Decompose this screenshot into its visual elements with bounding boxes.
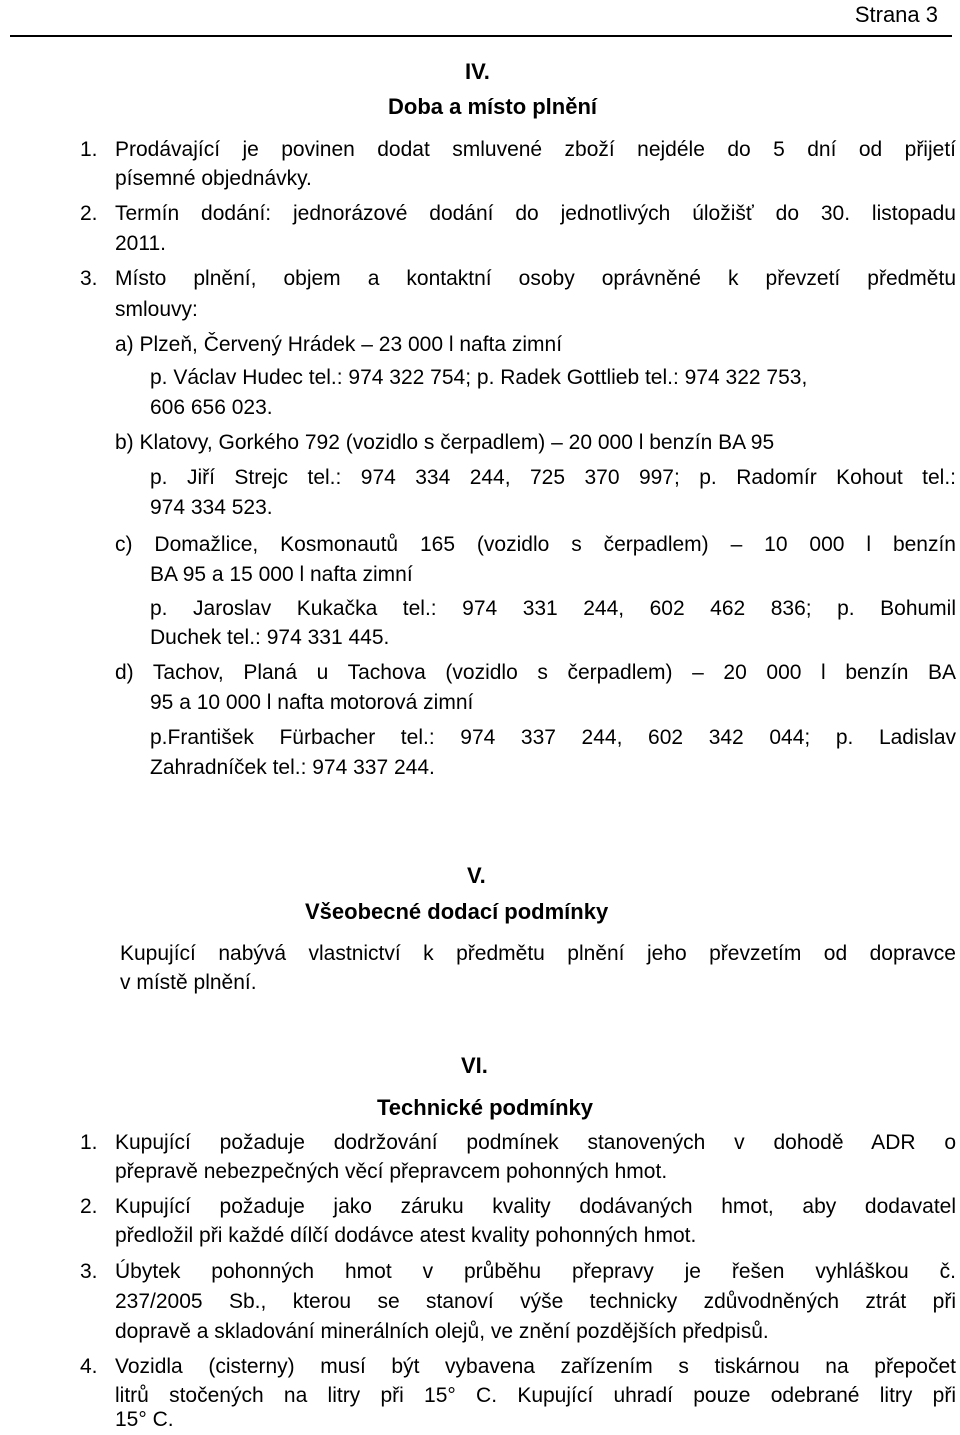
iv-location-c-line-1: c) Domažlice, Kosmonautů 165 (vozidlo s čerpadlem) – 10 000 l benzín (115, 533, 956, 556)
section-v-title: Všeobecné dodací podmínky (305, 899, 609, 924)
iv-location-c-line-3: p. Jaroslav Kukačka tel.: 974 331 244, 602 462 836; p. Bohumil (150, 597, 956, 620)
iv-item-2-line-2: 2011. (115, 232, 166, 255)
vi-item-3-line-1: Úbytek pohonných hmot v průběhu přepravy je řešen vyhláškou č. (115, 1260, 956, 1283)
iv-location-b-line-1: b) Klatovy, Gorkého 792 (vozidlo s čerpadlem) – 20 000 l benzín BA 95 (115, 431, 775, 454)
page-number: Strana 3 (854, 2, 938, 27)
iv-location-d-line-2: 95 a 10 000 l nafta motorová zimní (150, 691, 474, 714)
iv-location-b-line-2: p. Jiří Strejc tel.: 974 334 244, 725 370 997; p. Radomír Kohout tel.: (150, 466, 956, 489)
vi-item-1-number: 1. (80, 1131, 98, 1154)
iv-item-3-number: 3. (80, 267, 98, 290)
vi-item-4-line-2: litrů stočených na litry při 15° C. Kupující uhradí pouze odebrané litry při (115, 1384, 956, 1407)
vi-item-4-number: 4. (80, 1355, 98, 1378)
vi-item-1-line-1: Kupující požaduje dodržování podmínek stanovených v dohodě ADR o (115, 1131, 956, 1154)
vi-item-3-line-2: 237/2005 Sb., kterou se stanoví výše technicky zdůvodněných ztrát při (115, 1290, 956, 1313)
iv-item-3-line-1: Místo plnění, objem a kontaktní osoby oprávněné k převzetí předmětu (115, 267, 956, 290)
iv-location-a-line-3: 606 656 023. (150, 396, 273, 419)
iv-location-a-line-1: a) Plzeň, Červený Hrádek – 23 000 l nafta zimní (115, 333, 563, 356)
iv-item-1-line-1: Prodávající je povinen dodat smluvené zboží nejdéle do 5 dní od přijetí (115, 138, 956, 161)
v-paragraph-line-1: Kupující nabývá vlastnictví k předmětu plnění jeho převzetím od dopravce (120, 942, 956, 965)
iv-location-b-line-3: 974 334 523. (150, 496, 273, 519)
section-iv-number: IV. (465, 59, 490, 84)
section-vi-number: VI. (461, 1053, 488, 1078)
vi-item-3-line-3: dopravě a skladování minerálních olejů, ve znění pozdějších předpisů. (115, 1320, 769, 1343)
iv-item-3-line-2: smlouvy: (115, 298, 198, 321)
section-vi-title: Technické podmínky (377, 1095, 593, 1120)
vi-item-2-number: 2. (80, 1195, 98, 1218)
vi-item-2-line-1: Kupující požaduje jako záruku kvality dodávaných hmot, aby dodavatel (115, 1195, 956, 1218)
vi-item-3-number: 3. (80, 1260, 98, 1283)
vi-item-2-line-2: předložil při každé dílčí dodávce atest kvality pohonných hmot. (115, 1224, 697, 1247)
header-divider (10, 35, 952, 37)
vi-item-1-line-2: přepravě nebezpečných věcí přepravcem pohonných hmot. (115, 1160, 668, 1183)
iv-location-c-line-2: BA 95 a 15 000 l nafta zimní (150, 563, 413, 586)
vi-item-4-line-3: 15° C. (115, 1408, 174, 1431)
iv-location-c-line-4: Duchek tel.: 974 331 445. (150, 626, 390, 649)
v-paragraph-line-2: v místě plnění. (120, 971, 257, 994)
iv-location-d-line-4: Zahradníček tel.: 974 337 244. (150, 756, 435, 779)
vi-item-4-line-1: Vozidla (cisterny) musí být vybavena zařízením s tiskárnou na přepočet (115, 1355, 956, 1378)
iv-item-2-number: 2. (80, 202, 98, 225)
section-iv-title: Doba a místo plnění (388, 94, 598, 119)
iv-item-1-line-2: písemné objednávky. (115, 167, 312, 190)
iv-location-d-line-3: p.František Fürbacher tel.: 974 337 244, 602 342 044; p. Ladislav (150, 726, 956, 749)
section-v-number: V. (467, 863, 486, 888)
iv-item-1-number: 1. (80, 138, 98, 161)
iv-item-2-line-1: Termín dodání: jednorázové dodání do jednotlivých úložišť do 30. listopadu (115, 202, 956, 225)
iv-location-a-line-2: p. Václav Hudec tel.: 974 322 754; p. Radek Gottlieb tel.: 974 322 753, (150, 366, 808, 389)
iv-location-d-line-1: d) Tachov, Planá u Tachova (vozidlo s čerpadlem) – 20 000 l benzín BA (115, 661, 956, 684)
